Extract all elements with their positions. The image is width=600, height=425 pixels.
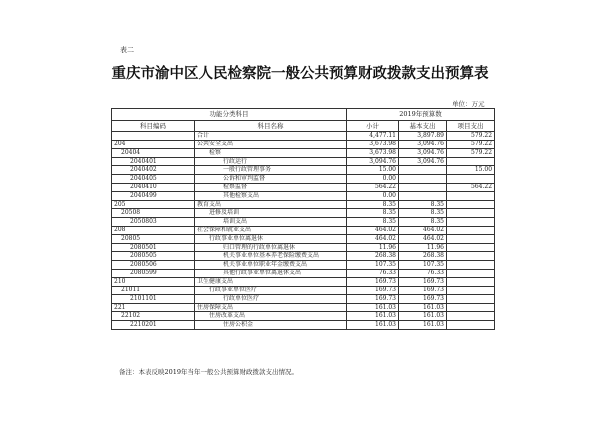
- row-name: 检察: [195, 149, 347, 158]
- row-code: 20508: [112, 209, 195, 218]
- row-code: 205: [112, 200, 195, 209]
- header-code: 科目编码: [112, 121, 195, 132]
- row-basic: 3,897.89: [399, 132, 447, 141]
- table-row: [112, 286, 495, 295]
- row-project: [447, 174, 495, 183]
- table-row: [112, 252, 495, 261]
- row-code: 2080506: [112, 260, 195, 269]
- table-row: [112, 321, 495, 330]
- table-row: [112, 226, 495, 235]
- row-name: 机关事业单位基本养老保险缴费支出: [195, 252, 347, 261]
- table-body: [112, 132, 495, 330]
- row-code: [112, 132, 195, 141]
- row-code: 2040499: [112, 192, 195, 201]
- row-subtotal: 564.22: [347, 183, 399, 192]
- table-row: [112, 269, 495, 278]
- row-code: 2210201: [112, 321, 195, 330]
- row-subtotal: 464.02: [347, 226, 399, 235]
- table-row: [112, 183, 495, 192]
- unit-label: 单位：万元: [452, 100, 485, 108]
- row-basic: 161.03: [399, 312, 447, 321]
- row-name: 合计: [195, 132, 347, 141]
- row-name: 住房公积金: [195, 321, 347, 330]
- row-project: [447, 226, 495, 235]
- row-project: [447, 312, 495, 321]
- row-project: [447, 260, 495, 269]
- table-row: [112, 149, 495, 158]
- table-row: [112, 303, 495, 312]
- table-row: [112, 295, 495, 304]
- row-name: 其他行政事业单位离退休支出: [195, 269, 347, 278]
- row-subtotal: 3,094.76: [347, 157, 399, 166]
- row-basic: 8.35: [399, 200, 447, 209]
- table-row: [112, 166, 495, 175]
- row-basic: 3,094.76: [399, 157, 447, 166]
- row-basic: 169.73: [399, 278, 447, 287]
- row-code: 2101101: [112, 295, 195, 304]
- row-project: [447, 209, 495, 218]
- row-project: 579.22: [447, 132, 495, 141]
- table-row: [112, 132, 495, 141]
- row-basic: 268.38: [399, 252, 447, 261]
- row-subtotal: 4,477.11: [347, 132, 399, 141]
- row-subtotal: 3,673.98: [347, 149, 399, 158]
- table-row: [112, 260, 495, 269]
- row-project: 579.22: [447, 149, 495, 158]
- row-subtotal: 76.33: [347, 269, 399, 278]
- row-basic: 169.73: [399, 286, 447, 295]
- table-row: [112, 217, 495, 226]
- row-name: 其他检察支出: [195, 192, 347, 201]
- row-project: [447, 321, 495, 330]
- row-project: [447, 217, 495, 226]
- row-subtotal: 15.00: [347, 166, 399, 175]
- row-name: 培训支出: [195, 217, 347, 226]
- row-code: 2080599: [112, 269, 195, 278]
- header-project: 项目支出: [447, 121, 495, 132]
- page-title: 重庆市渝中区人民检察院一般公共预算财政拨款支出预算表: [111, 66, 489, 82]
- row-basic: [399, 166, 447, 175]
- header-function-category: 功能分类科目: [112, 109, 347, 121]
- row-subtotal: 161.03: [347, 303, 399, 312]
- row-subtotal: 8.35: [347, 217, 399, 226]
- row-subtotal: 161.03: [347, 321, 399, 330]
- row-subtotal: 169.73: [347, 286, 399, 295]
- row-subtotal: 11.96: [347, 243, 399, 252]
- row-name: 公诉和审判监督: [195, 174, 347, 183]
- row-basic: [399, 183, 447, 192]
- table-row: [112, 192, 495, 201]
- row-name: 行政事业单位医疗: [195, 286, 347, 295]
- header-name: 科目名称: [195, 121, 347, 132]
- header-basic: 基本支出: [399, 121, 447, 132]
- row-name: 归口管理的行政单位离退休: [195, 243, 347, 252]
- row-subtotal: 3,673.98: [347, 140, 399, 149]
- row-project: [447, 286, 495, 295]
- footnote: 备注：本表反映2019年当年一般公共预算财政拨款支出情况。: [119, 368, 299, 376]
- row-code: 2050803: [112, 217, 195, 226]
- row-basic: 8.35: [399, 209, 447, 218]
- row-name: 卫生健康支出: [195, 278, 347, 287]
- row-project: [447, 235, 495, 244]
- row-name: 机关事业单位职业年金缴费支出: [195, 260, 347, 269]
- row-code: 20805: [112, 235, 195, 244]
- row-project: 564.22: [447, 183, 495, 192]
- row-code: 2040410: [112, 183, 195, 192]
- table-row: [112, 174, 495, 183]
- row-project: 579.22: [447, 140, 495, 149]
- row-code: 221: [112, 303, 195, 312]
- row-name: 行政事业单位离退休: [195, 235, 347, 244]
- row-basic: 464.02: [399, 235, 447, 244]
- row-basic: 76.33: [399, 269, 447, 278]
- row-code: 210: [112, 278, 195, 287]
- row-basic: 161.03: [399, 303, 447, 312]
- row-name: 住房保障支出: [195, 303, 347, 312]
- row-basic: 11.96: [399, 243, 447, 252]
- table-row: [112, 209, 495, 218]
- row-name: 公共安全支出: [195, 140, 347, 149]
- row-name: 社会保障和就业支出: [195, 226, 347, 235]
- row-subtotal: 464.02: [347, 235, 399, 244]
- header-subtotal: 小计: [347, 121, 399, 132]
- row-name: 检察监督: [195, 183, 347, 192]
- table-tag: 表二: [120, 46, 134, 54]
- row-name: 行政运行: [195, 157, 347, 166]
- row-basic: 169.73: [399, 295, 447, 304]
- row-subtotal: 169.73: [347, 278, 399, 287]
- row-project: [447, 278, 495, 287]
- row-project: [447, 200, 495, 209]
- budget-table: [111, 108, 495, 330]
- row-code: 2040401: [112, 157, 195, 166]
- row-basic: 3,094.76: [399, 149, 447, 158]
- row-subtotal: 0.00: [347, 174, 399, 183]
- row-basic: [399, 192, 447, 201]
- row-subtotal: 0.00: [347, 192, 399, 201]
- row-code: 2080501: [112, 243, 195, 252]
- row-project: [447, 243, 495, 252]
- row-code: 20404: [112, 149, 195, 158]
- row-subtotal: 268.38: [347, 252, 399, 261]
- table-row: [112, 140, 495, 149]
- row-project: [447, 269, 495, 278]
- row-basic: 464.02: [399, 226, 447, 235]
- row-code: 204: [112, 140, 195, 149]
- row-basic: 8.35: [399, 217, 447, 226]
- row-project: [447, 295, 495, 304]
- row-code: 2040402: [112, 166, 195, 175]
- row-name: 教育支出: [195, 200, 347, 209]
- row-basic: [399, 174, 447, 183]
- row-project: [447, 252, 495, 261]
- row-name: 行政单位医疗: [195, 295, 347, 304]
- row-basic: 161.03: [399, 321, 447, 330]
- row-code: 21011: [112, 286, 195, 295]
- row-basic: 3,094.76: [399, 140, 447, 149]
- row-subtotal: 161.03: [347, 312, 399, 321]
- row-code: 2080505: [112, 252, 195, 261]
- row-name: 一般行政管理事务: [195, 166, 347, 175]
- table-row: [112, 312, 495, 321]
- row-subtotal: 8.35: [347, 200, 399, 209]
- row-subtotal: 169.73: [347, 295, 399, 304]
- row-basic: 107.35: [399, 260, 447, 269]
- row-project: [447, 303, 495, 312]
- table-row: [112, 243, 495, 252]
- row-name: 住房改革支出: [195, 312, 347, 321]
- row-project: [447, 157, 495, 166]
- row-subtotal: 107.35: [347, 260, 399, 269]
- table-row: [112, 235, 495, 244]
- table-row: [112, 278, 495, 287]
- table-row: [112, 157, 495, 166]
- table-row: [112, 200, 495, 209]
- row-code: 22102: [112, 312, 195, 321]
- row-project: [447, 192, 495, 201]
- row-name: 进修及培训: [195, 209, 347, 218]
- row-code: 208: [112, 226, 195, 235]
- row-subtotal: 8.35: [347, 209, 399, 218]
- row-project: 15.00: [447, 166, 495, 175]
- row-code: 2040405: [112, 174, 195, 183]
- header-budget-year: 2019年预算数: [347, 109, 495, 121]
